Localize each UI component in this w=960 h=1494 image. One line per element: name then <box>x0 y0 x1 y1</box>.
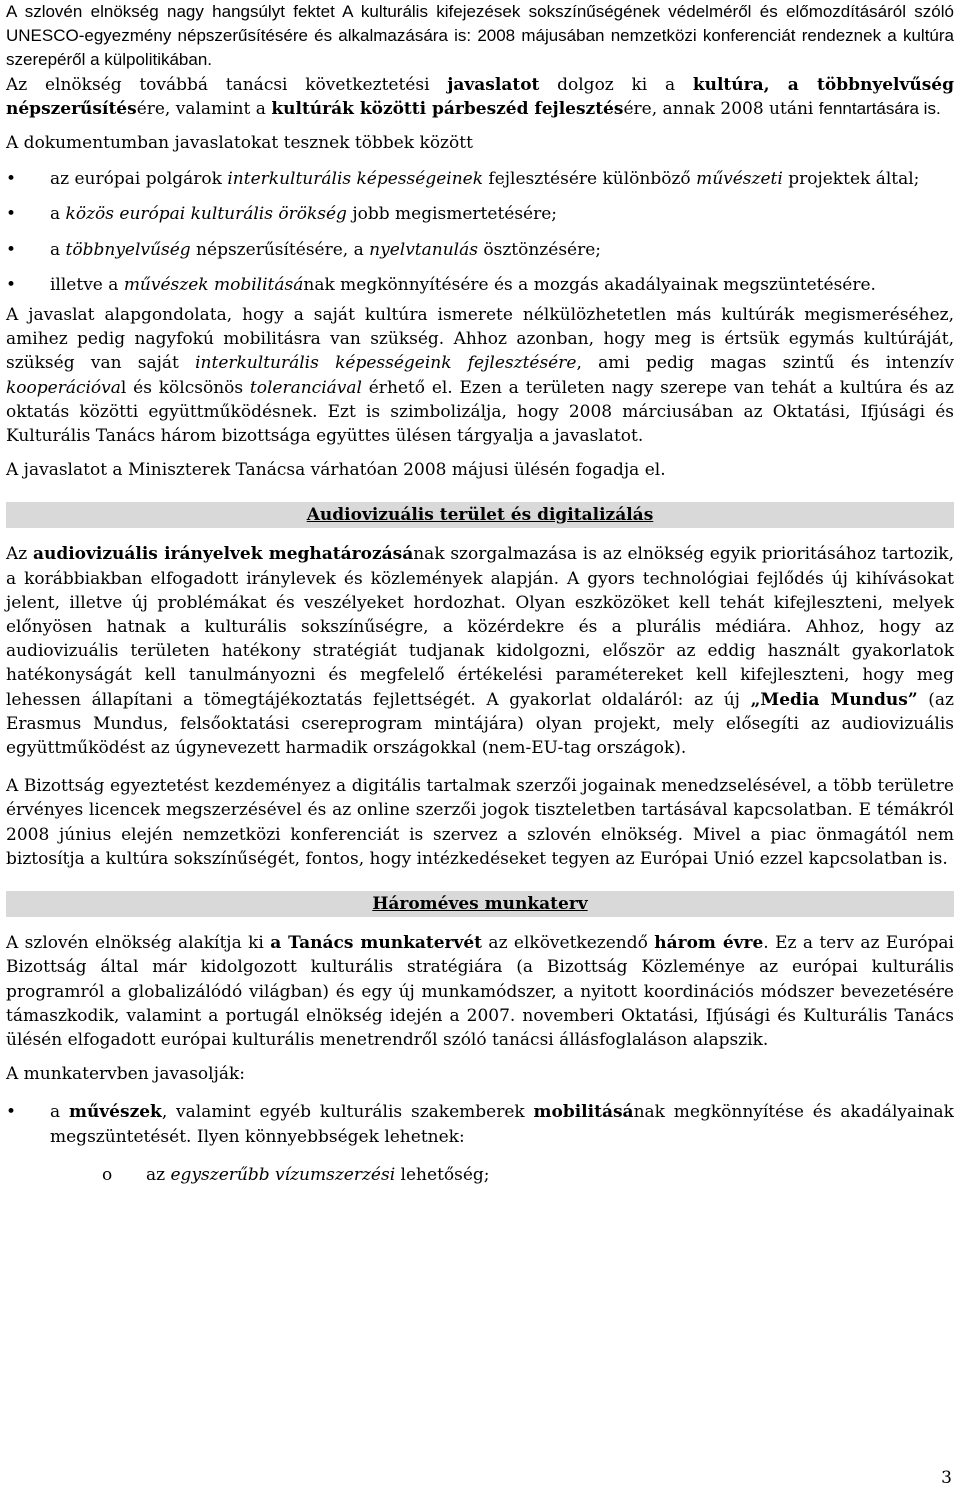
list-item: • a többnyelvűség népszerűsítésére, a nyelvtanulás ösztönzésére; <box>6 238 954 262</box>
bullet-icon: • <box>6 1102 17 1123</box>
document-page <box>6 0 954 1187</box>
list-item: o az egyszerűbb vízumszerzési lehetőség; <box>6 1163 954 1187</box>
paragraph-javaslat: Az elnökség továbbá tanácsi következtetési javaslatot dolgoz ki a kultúra, a többnyelvűség népszerűsítésére, valamint a kultúrák közötti párbeszéd fejlesztésére, annak 2008 utáni fenntartására is. <box>6 74 954 119</box>
bullet-icon: • <box>6 204 17 225</box>
paragraph-workplan: A szlovén elnökség alakítja ki a Tanács munkatervét az elkövetkezendő három évre. Ez a terv az Európai Bizottság által már kidolgozott kulturális stratégiára (a Bizottság Közleménye az európai kulturális programról a globalizálódó világban) és egy új munkamódszer, a nyitott koordinációs módszer bevezetésére támaszkodik, valamint a portugál elnökség idején a 2007. novemberi Oktatási, Ifjúsági és Kulturális Tanács ülésén elfogadott európai kulturális menetrendről szóló tanácsi állásfoglaláson alapszik. <box>6 933 954 1050</box>
page-number: 3 <box>941 1468 952 1488</box>
section-heading-workplan: Hároméves munkaterv <box>6 891 954 917</box>
paragraph-alapgondolat: A javaslat alapgondolata, hogy a saját kultúra ismerete nélkülözhetetlen más kultúrák megismeréséhez, amihez pedig nagyfokú mobilitásra van szükség. Ahhoz azonban, hogy meg is értsük egymás kultúráját, szükség van saját interkulturális képességeink fejlesztésére, ami pedig magas szintű és intenzív kooperációval és kölcsönös toleranciával érhető el. Ezen a területen nagy szerepe van tehát a kultúra és az oktatás közötti együttműködésnek. Ezt is szimbolizálja, hogy 2008 márciusában az Oktatási, Ifjúsági és Kulturális Tanács három bizottsága együttes ülésen tárgyalja a javaslatot. <box>6 305 954 447</box>
section-heading-audiovisual: Audiovizuális terület és digitalizálás <box>6 502 954 528</box>
proposal-list <box>6 167 954 297</box>
bullet-icon: • <box>6 274 17 295</box>
workplan-list <box>6 1100 954 1148</box>
paragraph-unesco: A szlovén elnökség nagy hangsúlyt fektet A kulturális kifejezések sokszínűségének védelméről és előmozdításáról szóló UNESCO-egyezmény népszerűsítésére és alkalmazására is: 2008 májusában nemzetközi konferenciát rendeznek a kultúra szerepéről a külpolitikában. <box>6 2 954 70</box>
sub-list <box>6 1163 954 1187</box>
list-item: • a művészek, valamint egyéb kulturális szakemberek mobilitásának megkönnyítése és akadályainak megszüntetését. Ilyen könnyebbségek lehetnek: <box>6 1102 954 1147</box>
bullet-icon: • <box>6 239 17 260</box>
bullet-icon: • <box>6 169 17 190</box>
list-item: • a közös európai kulturális örökség jobb megismertetésére; <box>6 202 954 226</box>
list-item: • illetve a művészek mobilitásának megkönnyítésére és a mozgás akadályainak megszüntetésére. <box>6 273 954 297</box>
list-item: • az európai polgárok interkulturális képességeinek fejlesztésére különböző művészeti projektek által; <box>6 167 954 191</box>
paragraph-miniszterek: A javaslatot a Miniszterek Tanácsa várhatóan 2008 májusi ülésén fogadja el. <box>6 460 666 481</box>
paragraph-dokumentum: A dokumentumban javaslatokat tesznek többek között <box>6 133 473 154</box>
paragraph-munkatervben: A munkatervben javasolják: <box>6 1064 246 1085</box>
paragraph-bizottsag: A Bizottság egyeztetést kezdeményez a digitális tartalmak szerzői jogainak menedzselésével, a több területre érvényes licencek megszerzésével és az online szerzői jogok tiszteletben tartásával kapcsolatban. E témákról 2008 június elején nemzetközi konferenciát is szervez a szlovén elnökség. Mivel a piac önmagától nem biztosítja a kultúra sokszínűségét, fontos, hogy intézkedéseket tegyen az Európai Unió ezzel kapcsolatban is. <box>6 776 954 869</box>
circle-bullet-icon: o <box>102 1164 113 1185</box>
paragraph-audiovisual: Az audiovizuális irányelvek meghatározásának szorgalmazása is az elnökség egyik prioritásához tartozik, a korábbiakban elfogadott iránylevek és közlemények alapján. A gyors technológiai fejlődés új kihívásokat jelent, illetve új problémákat és veszélyeket hordozhat. Olyan eszközöket kell tehát kifejleszteni, melyek előnyösen hatnak a kulturális sokszínűségre, a közérdekre és a plurális médiára. Ahhoz, hogy az audiovizuális területen hatékony stratégiát tudjanak kidolgozni, először az eddig használt gyakorlatok hatékonyságát kell tanulmányozni és megfelelő értékelési paramétereket kell kifejleszteni, hogy meg lehessen állapítani a tömegtájékoztatás fejlettségét. A gyakorlat oldaláról: az új „Media Mundus” (az Erasmus Mundus, felsőoktatási csereprogram mintájára) olyan projekt, mely elősegíti az audiovizuális együttműködést az úgynevezett harmadik országokkal (nem-EU-tag országok). <box>6 544 955 759</box>
